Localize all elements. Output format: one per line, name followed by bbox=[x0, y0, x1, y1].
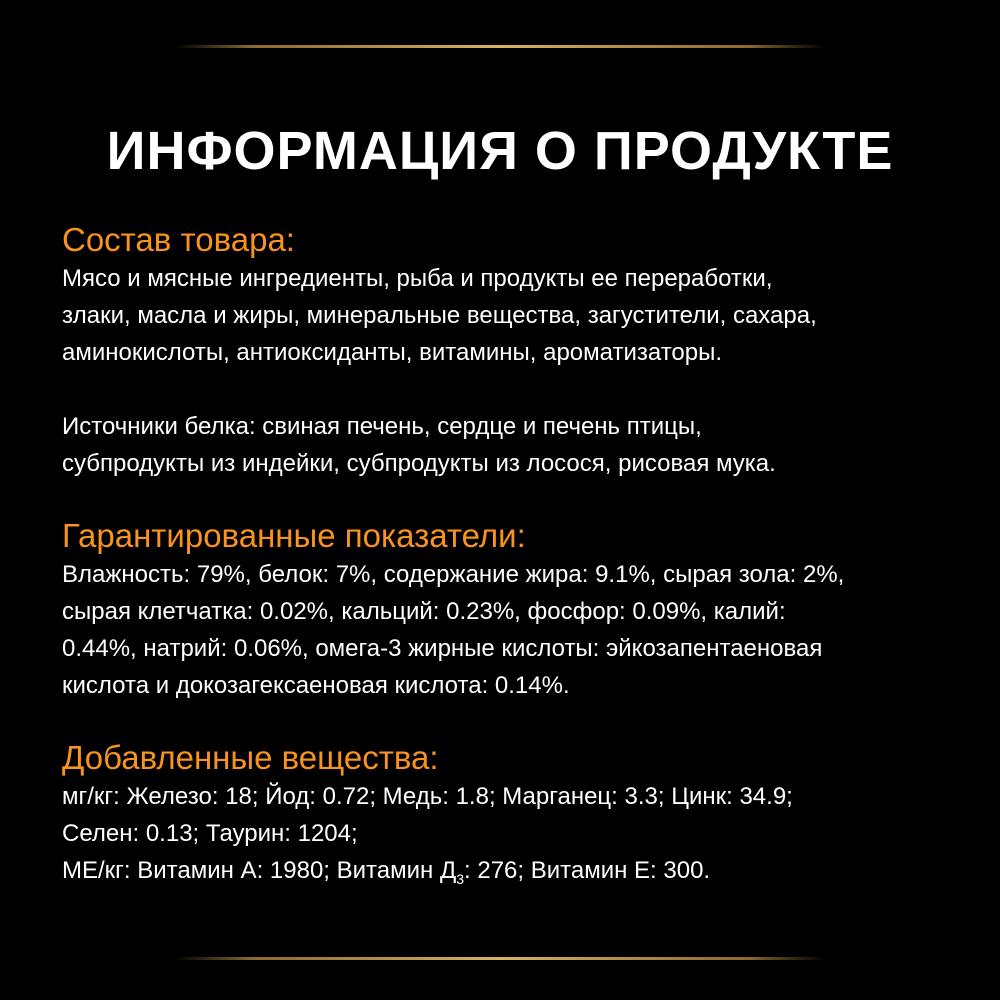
additives-text bbox=[62, 778, 962, 889]
guaranteed-section bbox=[62, 516, 962, 704]
vitamin-d-subscript: 3 bbox=[456, 871, 465, 887]
text-line: мг/кг: Железо: 18; Йод: 0.72; Медь: 1.8; Марганец: 3.3; Цинк: 34.9; bbox=[62, 783, 793, 810]
guaranteed-heading: Гарантированные показатели: bbox=[62, 517, 526, 554]
text-line: аминокислоты, антиоксиданты, витамины, ароматизаторы. bbox=[62, 339, 723, 366]
vitamins-line-start: МЕ/кг: Витамин А: 1980; Витамин Д bbox=[62, 857, 457, 884]
text-line: Влажность: 79%, белок: 7%, содержание жира: 9.1%, сырая зола: 2%, bbox=[62, 561, 845, 588]
top-divider bbox=[175, 45, 825, 48]
text-line: Мясо и мясные ингредиенты, рыба и продукты ее переработки, bbox=[62, 265, 773, 292]
text-line: сырая клетчатка: 0.02%, кальций: 0.23%, фосфор: 0.09%, калий: bbox=[62, 598, 786, 625]
text-line: злаки, масла и жиры, минеральные вещества, загустители, сахара, bbox=[62, 302, 817, 329]
text-line: кислота и докозагексаеновая кислота: 0.14%. bbox=[62, 672, 570, 699]
protein-sources-text bbox=[62, 408, 962, 482]
text-line: субпродукты из индейки, субпродукты из лосося, рисовая мука. bbox=[62, 450, 776, 477]
vitamins-line bbox=[62, 852, 962, 889]
text-line: 0.44%, натрий: 0.06%, омега-3 жирные кислоты: эйкозапентаеновая bbox=[62, 635, 823, 662]
text-line: Селен: 0.13; Таурин: 1204; bbox=[62, 820, 358, 847]
product-info-content bbox=[62, 220, 962, 889]
composition-section bbox=[62, 220, 962, 482]
additives-heading: Добавленные вещества: bbox=[62, 739, 439, 776]
page-title: ИНФОРМАЦИЯ О ПРОДУКТЕ bbox=[106, 121, 894, 182]
guaranteed-text bbox=[62, 556, 962, 704]
bottom-divider bbox=[175, 957, 825, 960]
vitamins-line-end: : 276; Витамин Е: 300. bbox=[464, 857, 711, 884]
additives-section bbox=[62, 738, 962, 889]
text-line: Источники белка: свиная печень, сердце и печень птицы, bbox=[62, 413, 702, 440]
ingredients-text bbox=[62, 260, 962, 371]
composition-heading: Состав товара: bbox=[62, 221, 295, 258]
